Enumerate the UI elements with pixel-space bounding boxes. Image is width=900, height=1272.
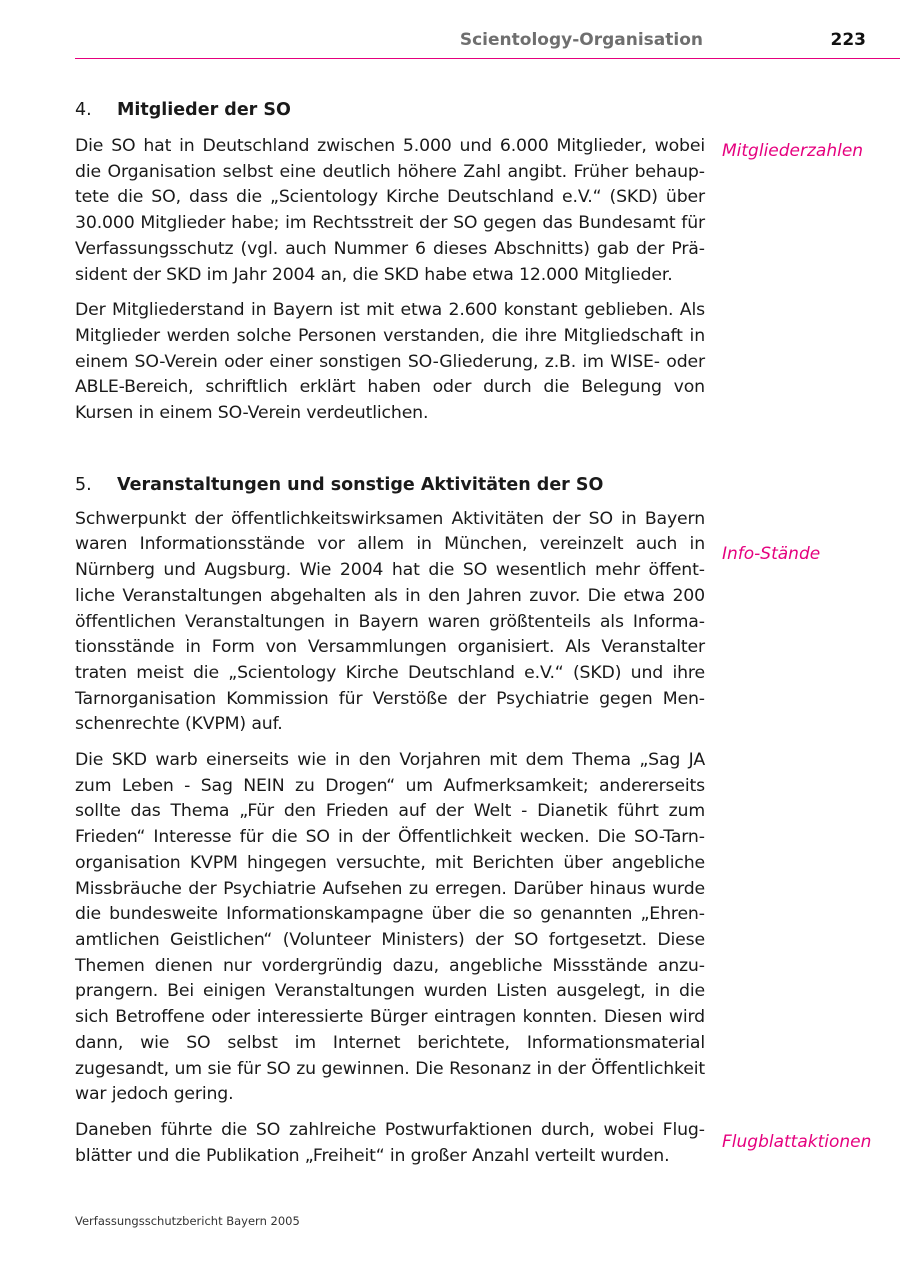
section-title: Mitglieder der SO: [117, 100, 291, 120]
section-title: Veranstaltungen und sonstige Aktivitäten der SO: [117, 474, 604, 495]
paragraph: Die SKD warb einerseits wie in den Vorjahren mit dem Thema „Sag JA zum Leben - Sag NEIN zu Drogen“ um Aufmerksamkeit; andererseits sollte das Thema „Für den Frieden auf der Welt - Dianetik führt zum Frieden“ Interesse für die SO in der Öffentlichkeit wecken. Die SO-Tarnorganisation KVPM hingegen versuchte, mit Berichten über angebliche Missbräuche der Psychiatrie Aufsehen zu erregen. Darüber hinaus wurde die bundesweite Informationskampagne über die so genannten „Ehrenamtlichen Geistlichen“ (Volunteer Ministers) der SO fortgesetzt. Diese Themen dienen nur vordergründig dazu, angebliche Missstände anzuprangern. Bei einigen Veranstaltungen wurden Listen ausgelegt, in die sich Betroffene oder interessierte Bürger eintragen konnten. Diesen wird dann, wie SO selbst im Internet berichtete, Informationsmaterial zugesandt, um sie für SO zu gewinnen. Die Resonanz in der Öffentlichkeit war jedoch gering.: [75, 750, 705, 1105]
page-header: [75, 26, 900, 59]
paragraph: Die SO hat in Deutschland zwischen 5.000 und 6.000 Mitglieder, wobei die Organisation selbst eine deutlich höhere Zahl angibt. Früher behauptete die SO, dass die „Scientology Kirche Deutschland e.V.“ (SKD) über 30.000 Mitglieder habe; im Rechtsstreit der SO gegen das Bundesamt für Verfassungsschutz (vgl. auch Nummer 6 dieses Abschnitts) gab der Präsident der SKD im Jahr 2004 an, die SKD habe etwa 12.000 Mitglieder.: [75, 136, 705, 285]
margin-note-mitgliederzahlen: Mitgliederzahlen: [722, 141, 864, 161]
paragraph: Schwerpunkt der öffentlichkeitswirksamen Aktivitäten der SO in Bayern waren Informationsstände vor allem in München, vereinzelt auch in Nürnberg und Augsburg. Wie 2004 hat die SO wesentlich mehr öffentliche Veranstaltungen abgehalten als in den Jahren zuvor. Die etwa 200 öffentlichen Veranstaltungen in Bayern waren größtenteils als Informationsstände in Form von Versammlungen organisiert. Als Veranstalter traten meist die „Scientology Kirche Deutschland e.V.“ (SKD) und ihre Tarnorganisation Kommission für Verstöße der Psychiatrie gegen Menschenrechte (KVPM) auf.: [75, 508, 705, 735]
margin-note-info-staende: Info-Stände: [722, 544, 821, 564]
running-title: Scientology-Organisation: [459, 30, 703, 50]
page-footer: Verfassungsschutzbericht Bayern 2005: [75, 1214, 300, 1228]
margin-note-flugblattaktionen: Flugblattaktionen: [722, 1132, 872, 1152]
page-number: 223: [830, 30, 866, 50]
main-content: [75, 96, 705, 1169]
section-heading-4: [75, 96, 705, 124]
section-heading-5: [75, 471, 705, 499]
paragraph: Daneben führte die SO zahlreiche Postwurfaktionen durch, wobei Flugblätter und die Publikation „Freiheit“ in großer Anzahl verteilt wurden.: [75, 1119, 705, 1166]
section-number: 5.: [75, 474, 92, 495]
paragraph: Der Mitgliederstand in Bayern ist mit etwa 2.600 konstant geblieben. Als Mitglieder werden solche Personen verstanden, die ihre Mitgliedschaft in einem SO-Verein oder einer sonstigen SO-Gliederung, z.B. im WISE- oder ABLE-Bereich, schriftlich erklärt haben oder durch die Belegung von Kursen in einem SO-Verein verdeutlichen.: [75, 300, 705, 424]
section-number: 4.: [75, 100, 92, 120]
